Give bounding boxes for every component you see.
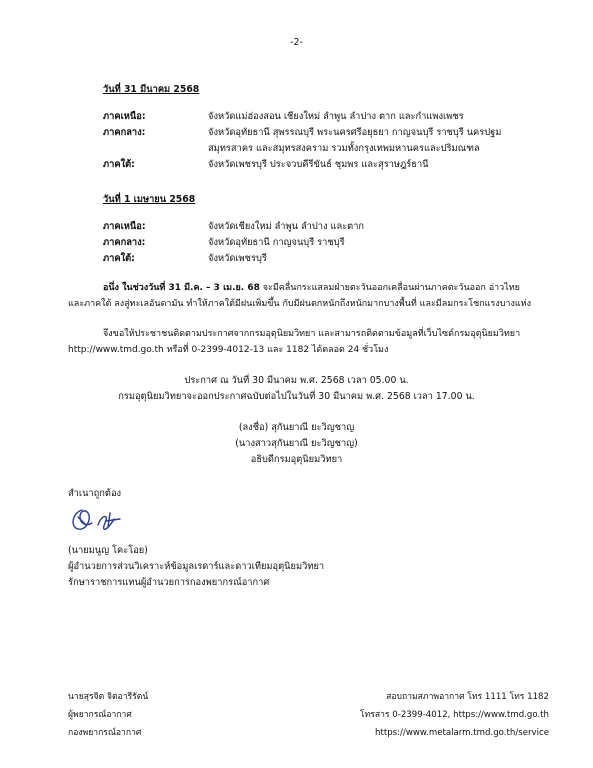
paragraph2-line2: http://www.tmd.go.th หรือที่ 0-2399-4012-13 และ 1182 ได้ตลอด 24 ชั่วโมง — [68, 345, 389, 355]
section1-north-label: ภาคเหนือ: — [103, 111, 146, 122]
footer-right-line3[interactable]: https://www.metalarm.tmd.go.th/service — [375, 728, 549, 738]
section2-south-value: จังหวัดเพชรบุรี — [208, 253, 267, 264]
paragraph2-line1: จึงขอให้ประชาชนติดตามประกาศจากกรมอุตุนิยมวิทยา และสามารถติดตามข้อมูลที่เว็บไซต์กรมอุตุนิยมวิทยา — [103, 329, 521, 339]
section2-north-label: ภาคเหนือ: — [103, 221, 146, 232]
page-number: -2- — [290, 37, 303, 48]
signer-title: อธิบดีกรมอุตุนิยมวิทยา — [250, 454, 343, 465]
footer-left-name: นายสุรจิต จิตอารีรัตน์ — [68, 692, 149, 702]
paragraph1-bold: อนึ่ง ในช่วงวันที่ 31 มี.ค. – 3 เม.ย. 68 — [103, 283, 260, 293]
signer-name: (นางสาวสุกันยาณี ยะวิญชาญ) — [235, 438, 358, 449]
section2-central-value: จังหวัดอุทัยธานี กาญจนบุรี ราชบุรี — [208, 237, 345, 248]
section2-central-label: ภาคกลาง: — [103, 237, 146, 248]
footer-left-division: กองพยากรณ์อากาศ — [68, 728, 142, 738]
paragraph1-rest: จะมีคลื่นกระแสลมฝ่ายตะวันออกเคลื่อนผ่านภาคตะวันออก อ่าวไทย — [259, 283, 520, 293]
section1-date: วันที่ 31 มีนาคม 2568 — [103, 84, 200, 95]
section2-north-value: จังหวัดเชียงใหม่ ลำพูน ลำปาง และตาก — [208, 221, 365, 232]
section1-central-label: ภาคกลาง: — [103, 127, 146, 138]
signer-signed: (ลงชื่อ) สุกันยาณี ยะวิญชาญ — [238, 422, 355, 433]
certified-name: (นายมนูญ โคะโอย) — [68, 545, 148, 556]
handwritten-signature — [68, 505, 126, 535]
paragraph1-line2: และภาคใต้ ลงสู่ทะเลอันดามัน ทำให้ภาคใต้มีฝนเพิ่มขึ้น กับมีฝนตกหนักถึงหนักมากบางพื้นที่ และมีลมกระโชกแรงบางแห่ง — [68, 299, 532, 309]
footer-right-line1: สอบถามสภาพอากาศ โทร 1111 โทร 1182 — [386, 692, 549, 702]
section1-south-label: ภาคใต้: — [103, 159, 135, 170]
section1-north-value: จังหวัดแม่ฮ่องสอน เชียงใหม่ ลำพูน ลำปาง ตาก และกำแพงเพชร — [208, 111, 464, 122]
certified-position1: ผู้อำนวยการส่วนวิเคราะห์ข้อมูลเรดาร์และดาวเทียมอุตุนิยมวิทยา — [68, 561, 325, 572]
paragraph1-line1 — [103, 281, 520, 295]
certified-position2: รักษาราชการแทนผู้อำนวยการกองพยากรณ์อากาศ — [68, 577, 270, 588]
certified-label: สำเนาถูกต้อง — [68, 488, 122, 499]
section1-central-value-cont: สมุทรสาคร และสมุทรสงคราม รวมทั้งกรุงเทพมหานครและปริมณฑล — [208, 143, 480, 154]
footer-right-line2[interactable]: โทรสาร 0-2399-4012, https://www.tmd.go.th — [359, 710, 549, 720]
announcement-line1: ประกาศ ณ วันที่ 30 มีนาคม พ.ศ. 2568 เวลา 05.00 น. — [184, 375, 409, 386]
section1-central-value: จังหวัดอุทัยธานี สุพรรณบุรี พระนครศรีอยุธยา กาญจนบุรี ราชบุรี นครปฐม — [208, 127, 502, 138]
section2-date: วันที่ 1 เมษายน 2568 — [103, 194, 196, 205]
announcement-line2: กรมอุตุนิยมวิทยาจะออกประกาศฉบับต่อไปในวันที่ 30 มีนาคม พ.ศ. 2568 เวลา 17.00 น. — [118, 391, 475, 402]
section2-south-label: ภาคใต้: — [103, 253, 135, 264]
footer-left-role: ผู้พยากรณ์อากาศ — [68, 710, 132, 720]
section1-south-value: จังหวัดเพชรบุรี ประจวบคีรีขันธ์ ชุมพร และสุราษฎร์ธานี — [208, 159, 429, 170]
